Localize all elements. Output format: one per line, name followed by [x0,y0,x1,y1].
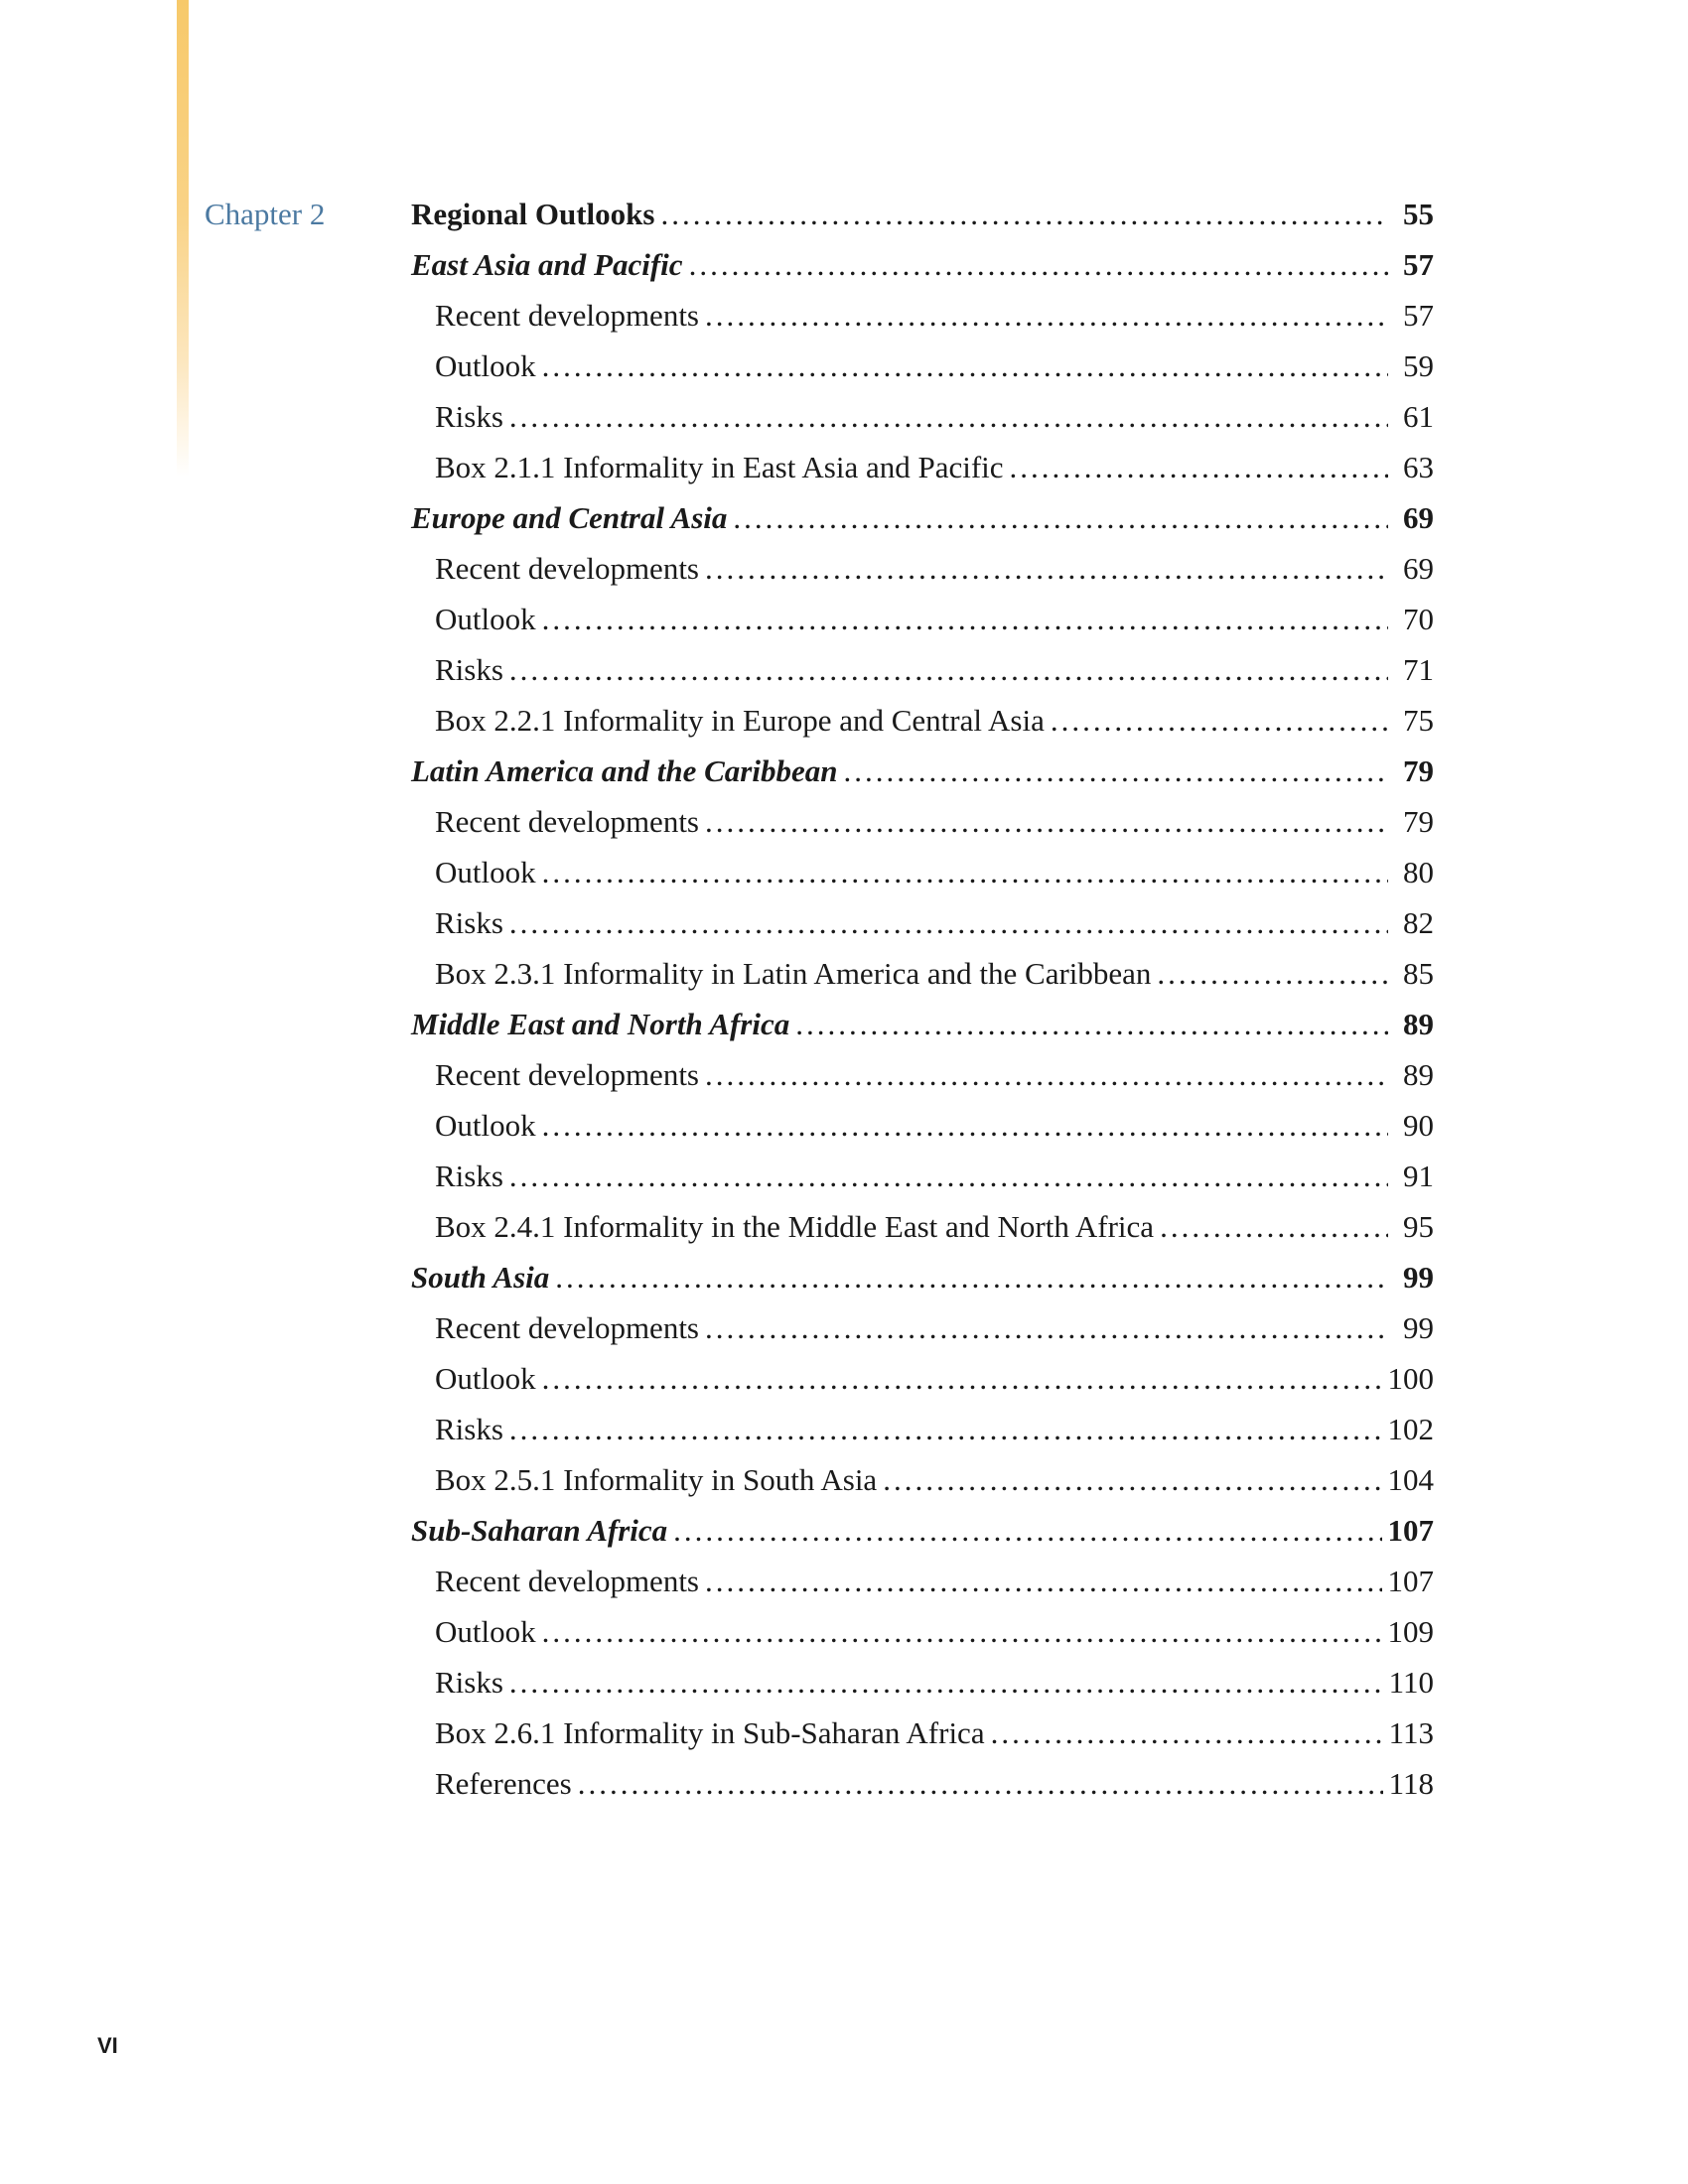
toc-entry-page-number: 80 [1403,855,1434,889]
toc-dot-leader [542,341,1388,391]
toc-entry[interactable] [411,1454,1434,1505]
toc-entry-title: Latin America and the Caribbean [411,753,838,788]
toc-entry-title: References [435,1766,572,1801]
toc-entry[interactable] [411,442,1434,492]
toc-dot-leader [1051,695,1388,746]
toc-entry[interactable] [411,746,1434,796]
toc-entry-page-number: 85 [1403,956,1434,991]
toc-entry[interactable] [411,1707,1434,1758]
toc-dot-leader [991,1707,1383,1758]
toc-dot-leader [509,897,1388,948]
toc-entry[interactable] [411,239,1434,290]
toc-dot-leader [542,1606,1382,1657]
toc-entry-title: Box 2.6.1 Informality in Sub-Saharan Africa [435,1715,985,1750]
toc-entry-page-number: 118 [1388,1766,1434,1801]
toc-entry-page-number: 109 [1387,1614,1434,1649]
toc-dot-leader [509,391,1388,442]
toc-entry-page-number: 71 [1403,652,1434,687]
toc-dot-leader [509,1657,1383,1707]
toc-entry-title: Outlook [435,1361,536,1396]
toc-dot-leader [555,1252,1388,1302]
toc-dot-leader [795,999,1388,1049]
toc-dot-leader [705,1556,1382,1606]
toc-entry-title: Recent developments [435,298,699,333]
toc-entry-title: Outlook [435,855,536,889]
toc-entry-page-number: 107 [1387,1564,1434,1598]
toc-entry[interactable] [411,1100,1434,1151]
toc-entry-title: Outlook [435,1108,536,1143]
toc-entry-page-number: 55 [1403,197,1434,231]
toc-entry-title: Outlook [435,1614,536,1649]
table-of-contents [411,189,1434,1809]
toc-dot-leader [509,1404,1382,1454]
toc-entry[interactable] [411,1302,1434,1353]
toc-entry-page-number: 70 [1403,602,1434,636]
toc-dot-leader [509,644,1388,695]
toc-dot-leader [542,1100,1388,1151]
toc-dot-leader [1010,442,1388,492]
toc-entry-page-number: 89 [1403,1007,1434,1041]
toc-entry-page-number: 90 [1403,1108,1434,1143]
toc-entry[interactable] [411,999,1434,1049]
toc-dot-leader [1160,1201,1388,1252]
page-number: VI [97,2033,118,2058]
toc-entry-page-number: 63 [1403,450,1434,484]
toc-entry-page-number: 89 [1403,1057,1434,1092]
toc-entry[interactable] [411,290,1434,341]
toc-entry[interactable] [411,1151,1434,1201]
toc-entry-page-number: 99 [1403,1310,1434,1345]
toc-entry[interactable] [411,492,1434,543]
toc-entry-page-number: 79 [1403,753,1434,788]
toc-dot-leader [542,594,1388,644]
chapter-label: Chapter 2 [205,197,326,231]
toc-entry-title: Sub-Saharan Africa [411,1513,668,1548]
toc-entry-page-number: 69 [1403,500,1434,535]
toc-entry[interactable] [411,1556,1434,1606]
toc-dot-leader [843,746,1388,796]
toc-dot-leader [705,1049,1388,1100]
toc-entry-title: Recent developments [435,1564,699,1598]
toc-entry-title: Box 2.3.1 Informality in Latin America and the Caribbean [435,956,1152,991]
toc-entry-page-number: 61 [1403,399,1434,434]
toc-dot-leader [542,1353,1382,1404]
toc-entry[interactable] [411,1606,1434,1657]
toc-dot-leader [733,492,1388,543]
toc-entry-title: Recent developments [435,551,699,586]
toc-entry[interactable] [411,796,1434,847]
toc-entry-page-number: 79 [1403,804,1434,839]
toc-entry-title: Box 2.4.1 Informality in the Middle East and North Africa [435,1209,1155,1244]
toc-entry-title: East Asia and Pacific [411,247,683,282]
toc-dot-leader [705,290,1388,341]
toc-entry-page-number: 69 [1403,551,1434,586]
toc-entry-title: Box 2.5.1 Informality in South Asia [435,1462,878,1497]
toc-entry-title: Outlook [435,348,536,383]
toc-entry-title: South Asia [411,1260,550,1295]
toc-entry[interactable] [411,897,1434,948]
toc-entry-page-number: 95 [1403,1209,1434,1244]
toc-entry-page-number: 57 [1403,247,1434,282]
toc-entry-title: Risks [435,1412,503,1446]
toc-entry-title: Recent developments [435,804,699,839]
toc-dot-leader [705,543,1388,594]
toc-entry[interactable] [411,1201,1434,1252]
toc-entry[interactable] [411,948,1434,999]
toc-entry[interactable] [411,391,1434,442]
toc-dot-leader [689,239,1388,290]
toc-entry-page-number: 113 [1388,1715,1434,1750]
toc-entry-page-number: 57 [1403,298,1434,333]
toc-entry-page-number: 110 [1388,1665,1434,1700]
toc-entry-title: Middle East and North Africa [411,1007,790,1041]
toc-entry[interactable] [411,1252,1434,1302]
toc-entry-title: Europe and Central Asia [411,500,728,535]
toc-entry-page-number: 82 [1403,905,1434,940]
toc-entry-page-number: 100 [1387,1361,1434,1396]
toc-entry[interactable] [411,695,1434,746]
toc-entry[interactable] [411,1657,1434,1707]
toc-dot-leader [509,1151,1388,1201]
decorative-accent-bar [177,0,189,477]
toc-entry-page-number: 99 [1403,1260,1434,1295]
toc-entry-title: Recent developments [435,1310,699,1345]
toc-entry-title: Recent developments [435,1057,699,1092]
toc-entry[interactable] [411,341,1434,391]
toc-entry[interactable] [411,1049,1434,1100]
toc-entry-page-number: 107 [1387,1513,1434,1548]
toc-entry-title: Box 2.2.1 Informality in Europe and Central Asia [435,703,1045,738]
toc-entry[interactable] [411,847,1434,897]
toc-entry-page-number: 91 [1403,1159,1434,1193]
toc-dot-leader [673,1505,1381,1556]
toc-dot-leader [705,1302,1388,1353]
toc-entry[interactable] [411,644,1434,695]
toc-entry[interactable] [411,189,1434,239]
toc-entry[interactable] [411,1353,1434,1404]
toc-entry-title: Risks [435,1159,503,1193]
toc-dot-leader [883,1454,1381,1505]
toc-dot-leader [578,1758,1383,1809]
toc-dot-leader [705,796,1388,847]
toc-entry-page-number: 75 [1403,703,1434,738]
toc-dot-leader [542,847,1388,897]
toc-entry-title: Risks [435,905,503,940]
toc-entry-title: Regional Outlooks [411,197,655,231]
toc-entry-title: Box 2.1.1 Informality in East Asia and Pacific [435,450,1004,484]
toc-entry-page-number: 59 [1403,348,1434,383]
toc-dot-leader [1157,948,1388,999]
toc-entry[interactable] [411,1758,1434,1809]
toc-dot-leader [660,189,1388,239]
toc-entry-page-number: 102 [1387,1412,1434,1446]
toc-entry-title: Risks [435,399,503,434]
toc-entry[interactable] [411,543,1434,594]
toc-entry[interactable] [411,594,1434,644]
toc-entry-title: Outlook [435,602,536,636]
toc-entry-page-number: 104 [1387,1462,1434,1497]
toc-entry-title: Risks [435,1665,503,1700]
toc-entry[interactable] [411,1404,1434,1454]
toc-entry[interactable] [411,1505,1434,1556]
toc-entry-title: Risks [435,652,503,687]
